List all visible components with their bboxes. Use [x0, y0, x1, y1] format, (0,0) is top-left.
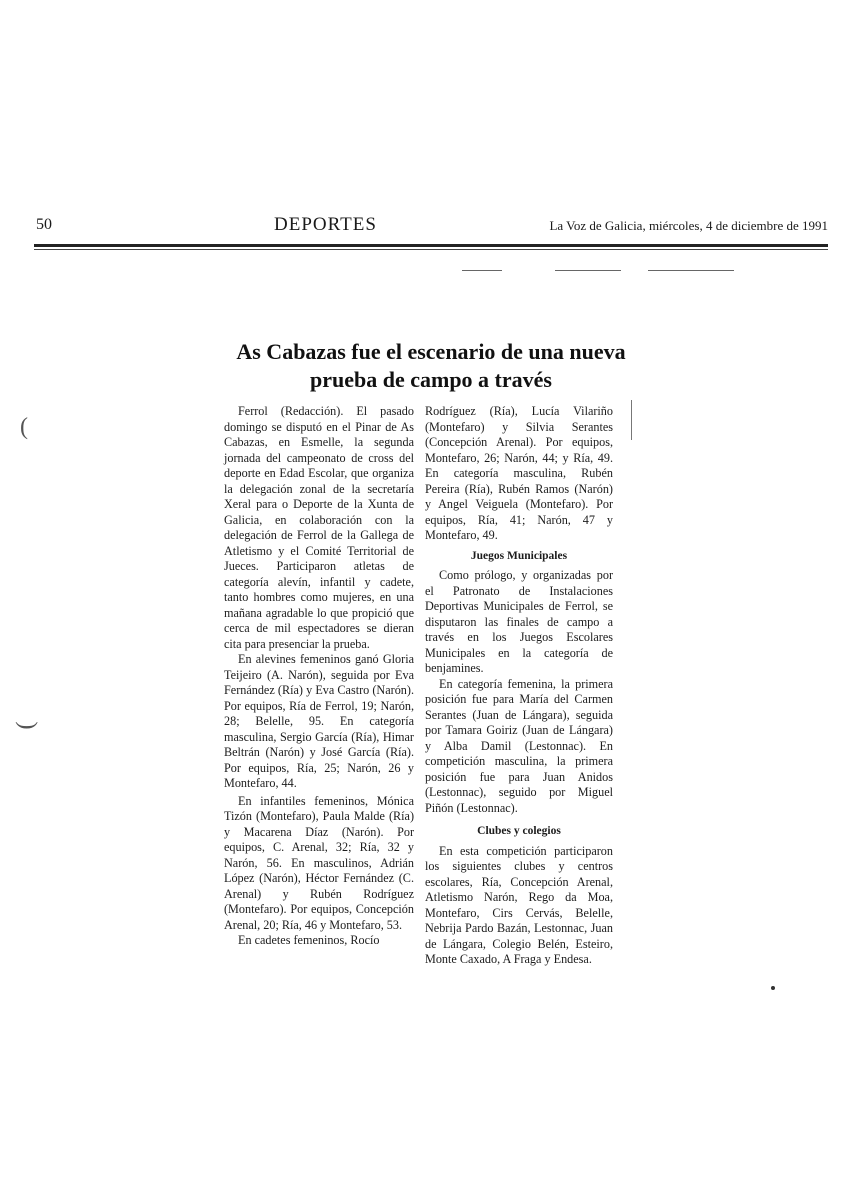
paragraph: Rodríguez (Ría), Lucía Vilariño (Montefaro) y Silvia Serantes (Concepción Arenal). Por equipos, Montefaro, 26; Narón, 44; y Ría, 49. En categoría masculina, Rubén Pereira (Ría), Rubén Ramos (Narón) y Angel Veiguela (Montefaro). Por equipos, Ría, 41; Narón, 47 y Montefaro, 49. — [425, 404, 613, 542]
column-rule — [631, 400, 632, 440]
subheading-juegos-municipales: Juegos Municipales — [470, 549, 568, 562]
paragraph: En esta competición participaron los siguientes clubes y centros escolares, Ría, Concepción Arenal, Atletismo Narón, Rego da Moa, Montefaro, Cirs Cervás, Belelle, Nebrija Pardo Bazán, Lestonnac, Juan de Lángara, Colegio Belén, Esteiro, Monte Caxado, A Fraga y Endesa. — [425, 843, 613, 966]
article-column-1 — [224, 404, 414, 949]
subheading-clubes-colegios: Clubes y colegios — [477, 825, 561, 837]
page-header — [36, 216, 828, 238]
header-rule-thick — [34, 244, 828, 247]
divider-dash — [462, 270, 502, 271]
paragraph: En cadetes femeninos, Rocío — [238, 933, 380, 947]
divider-dash — [555, 270, 621, 271]
binder-hole-mark: ( — [20, 414, 28, 440]
page-number: 50 — [36, 216, 52, 233]
publication-dateline: La Voz de Galicia, miércoles, 4 de diciembre de 1991 — [549, 218, 828, 233]
divider-dash — [648, 270, 734, 271]
header-rule-thin — [34, 249, 828, 250]
article-column-2 — [425, 404, 613, 968]
article-headline: As Cabazas fue el escenario de una nueva prueba de campo a través — [236, 339, 626, 392]
binder-hole-mark: ( — [12, 721, 39, 730]
paragraph: En alevines femeninos ganó Gloria Teijeiro (A. Narón), seguida por Eva Fernández (Ría) y Eva Castro (Narón). Por equipos, Ría de Ferrol, 19; Narón, 28; Belelle, 95. En categoría masculina, Sergio García (Ría), Himar Beltrán (Narón) y José García (Ría). Por equipos, Ría, 25; Narón, 26 y Montefaro, 44. — [224, 652, 414, 790]
paragraph: Ferrol (Redacción). El pasado domingo se disputó en el Pinar de As Cabazas, en Esmelle, la segunda jornada del campeonato de cross del deporte en Edad Escolar, que organiza la delegación zonal de la secretaría Xeral para o Deporte de la Xunta de Galicia, en colaboración con la delegación de Ferrol de la Gallega de Atletismo y el Comité Territorial de Jueces. Participaron atletas de categoría alevín, infantil y cadete, tanto hombres como mujeres, en una mañana agradable lo que propició que cerca de mil espectadores se dieran cita para presenciar la prueba. — [224, 404, 414, 651]
paragraph: En categoría femenina, la primera posición fue para María del Carmen Serantes (Juan de Lángara), seguida por Tamara Goiriz (Juan de Lángara) y Alba Damil (Lestonnac). En competición masculina, la primera posición fue para Juan Anidos (Lestonnac), seguido por Miguel Piñón (Lestonnac). — [425, 676, 613, 815]
paragraph: En infantiles femeninos, Mónica Tizón (Montefaro), Paula Malde (Ría) y Macarena Díaz (Narón). Por equipos, C. Arenal, 32; Ría, 32 y Narón, 56. En masculinos, Adrián López (Narón), Héctor Fernández (C. Arenal) y Rubén Rodríguez (Montefaro). Por equipos, Concepción Arenal, 20; Ría, 46 y Montefaro, 53. — [224, 793, 414, 932]
paragraph: Como prólogo, y organizadas por el Patronato de Instalaciones Deportivas Municipales de Ferrol, se disputaron las finales de campo a través en los Juegos Escolares Municipales en la categoría de benjamines. — [425, 568, 613, 675]
section-title: DEPORTES — [274, 214, 377, 235]
scan-speck — [771, 986, 775, 990]
